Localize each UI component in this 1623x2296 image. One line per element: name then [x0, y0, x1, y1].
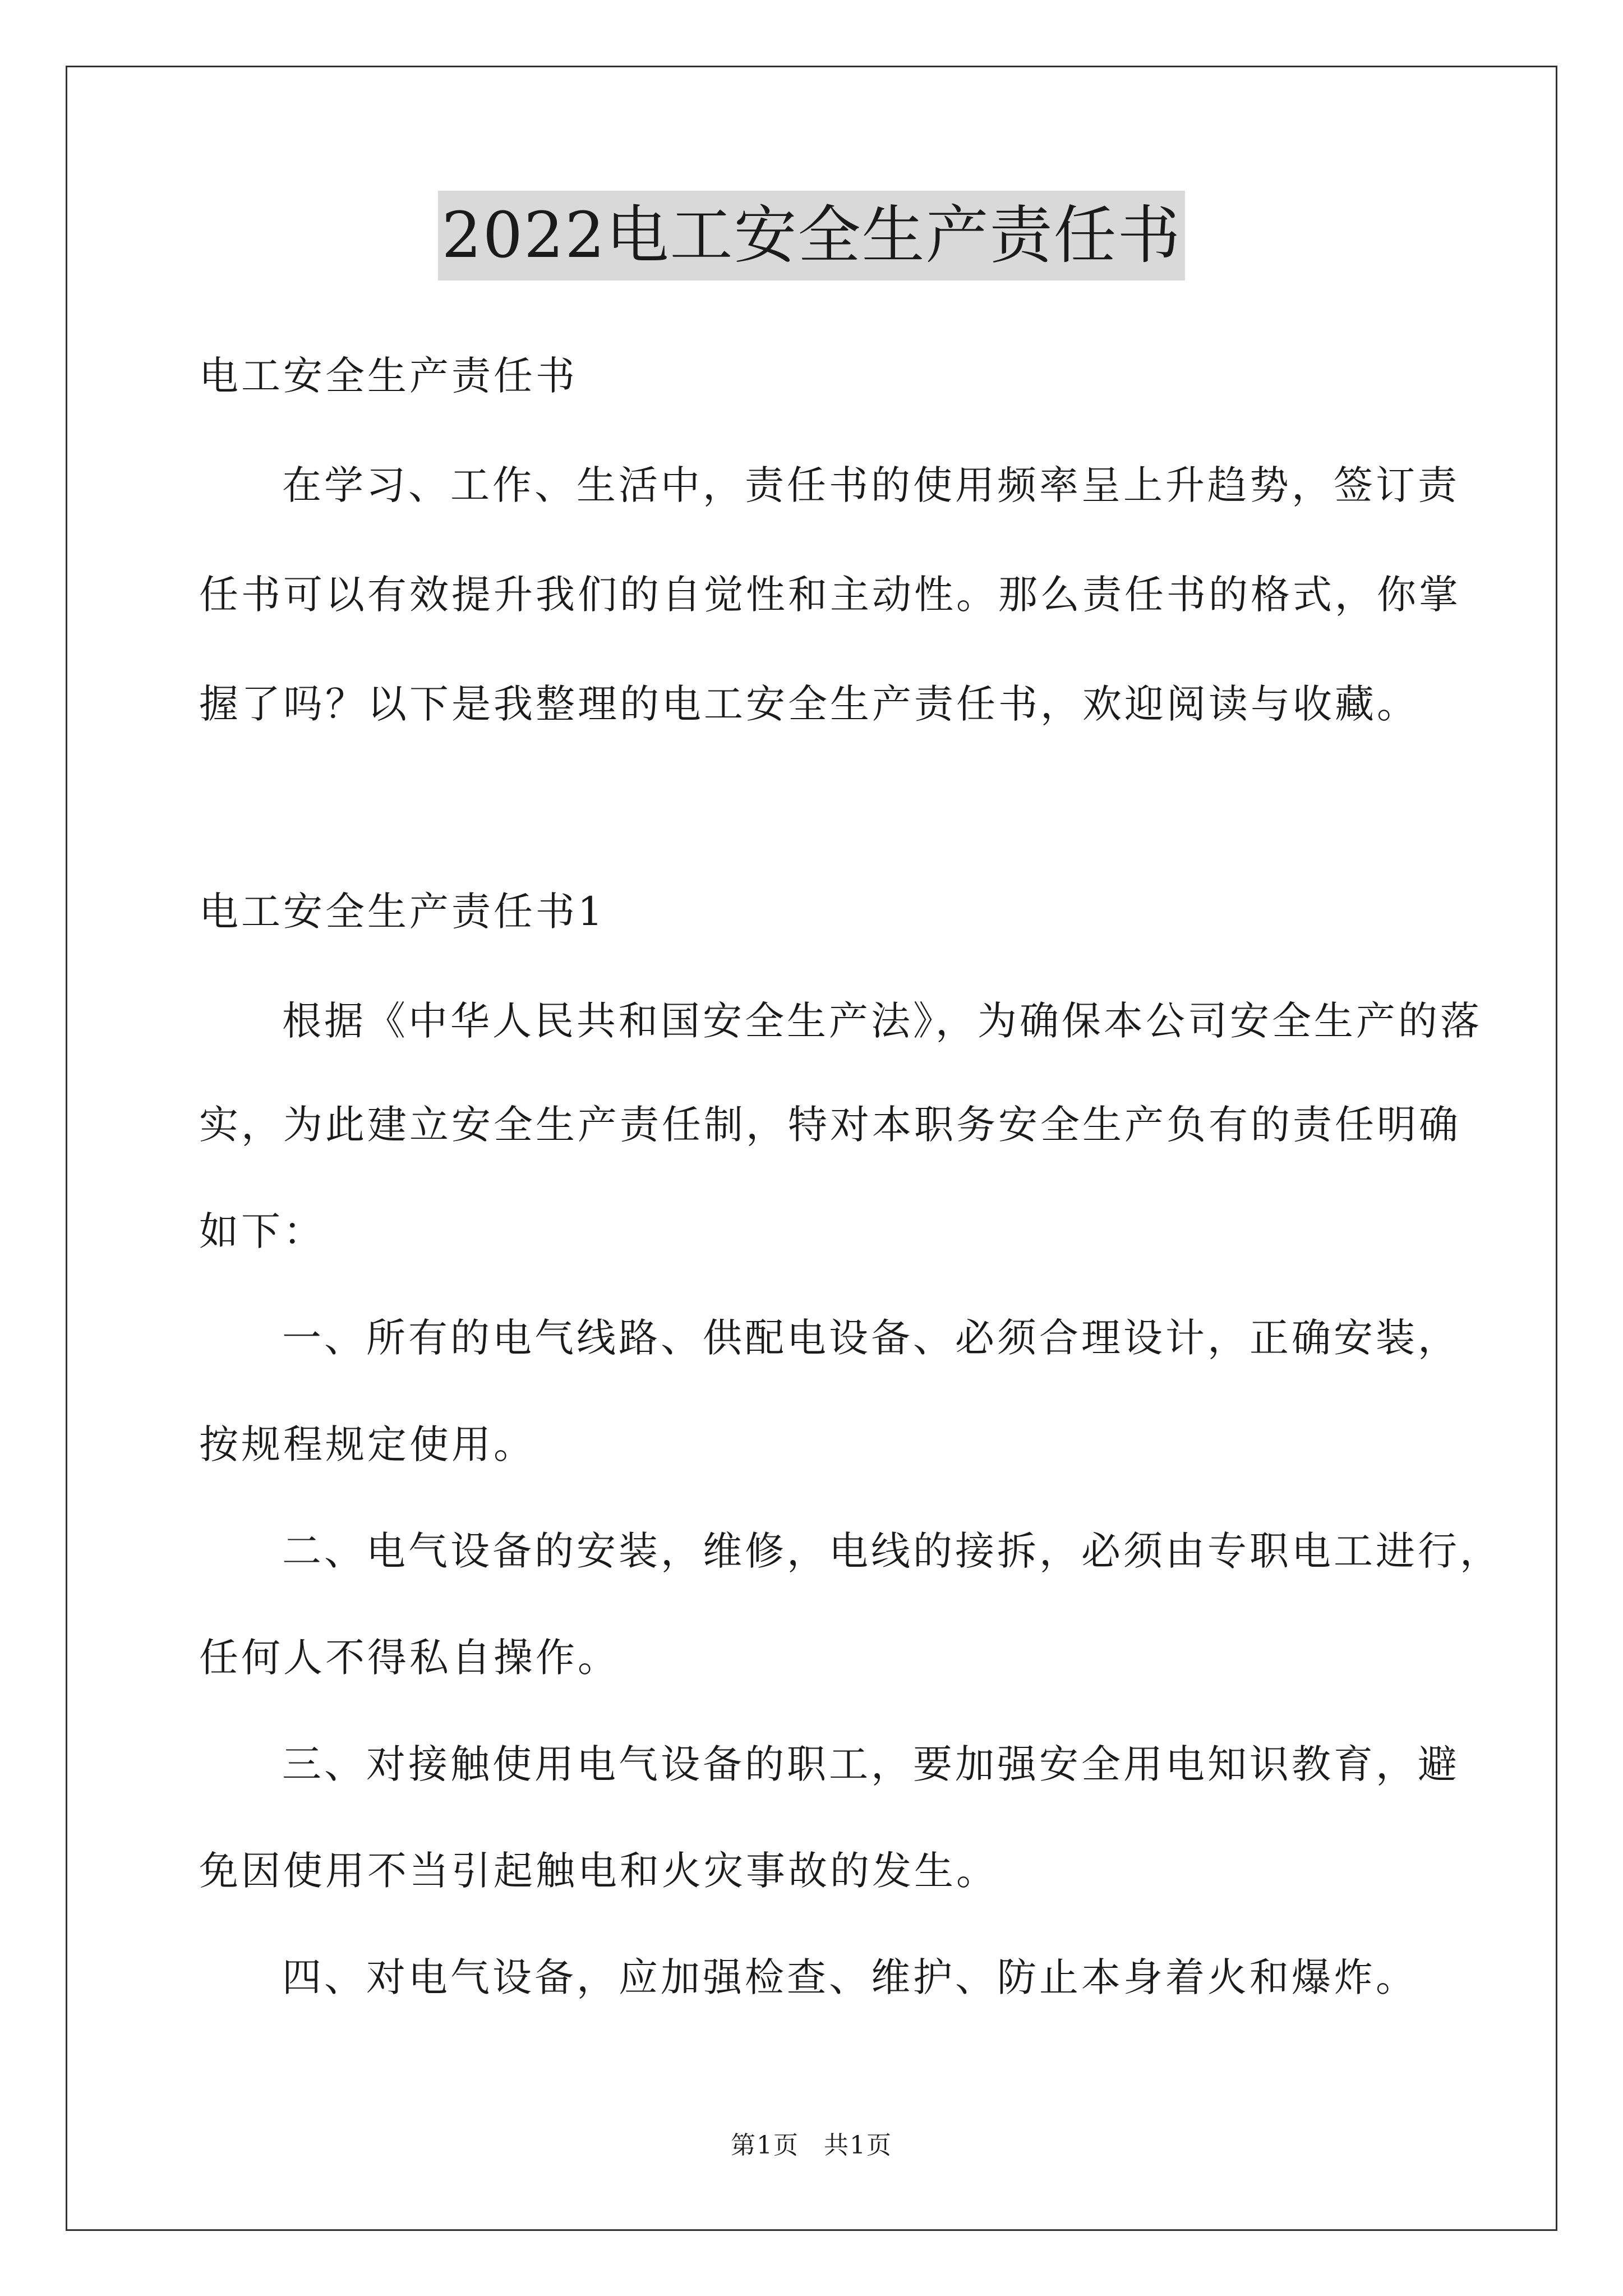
body-line: 如下： — [199, 1208, 325, 1254]
body-line: 一、所有的电气线路、供配电设备、必须合理设计，正确安装， — [282, 1315, 1460, 1361]
body-line: 实，为此建立安全生产责任制，特对本职务安全生产负有的责任明确 — [199, 1102, 1461, 1148]
body-line: 四、对电气设备，应加强检查、维护、防止本身着火和爆炸。 — [282, 1954, 1418, 2000]
document-title: 2022电工安全生产责任书 — [438, 191, 1184, 280]
body-line: 三、对接触使用电气设备的职工，要加强安全用电知识教育，避 — [282, 1741, 1460, 1787]
intro-line: 握了吗？以下是我整理的电工安全生产责任书，欢迎阅读与收藏。 — [199, 681, 1419, 727]
title-wrap — [0, 191, 1623, 280]
body-line: 任何人不得私自操作。 — [199, 1635, 620, 1681]
intro-line: 在学习、工作、生活中，责任书的使用频率呈上升趋势，签订责 — [282, 462, 1460, 508]
section-heading: 电工安全生产责任书1 — [199, 889, 606, 935]
page-number: 第1页 — [731, 2131, 799, 2160]
subtitle: 电工安全生产责任书 — [199, 353, 578, 399]
page-total: 共1页 — [824, 2131, 892, 2160]
intro-line: 任书可以有效提升我们的自觉性和主动性。那么责任书的格式，你掌 — [199, 572, 1461, 618]
body-line: 免因使用不当引起触电和火灾事故的发生。 — [199, 1848, 998, 1894]
body-line: 二、电气设备的安装，维修，电线的接拆，必须由专职电工进行， — [282, 1528, 1502, 1574]
body-line: 根据《中华人民共和国安全生产法》，为确保本公司安全生产的落 — [282, 998, 1482, 1044]
body-line: 按规程规定使用。 — [199, 1421, 536, 1467]
page-footer — [0, 2129, 1623, 2162]
